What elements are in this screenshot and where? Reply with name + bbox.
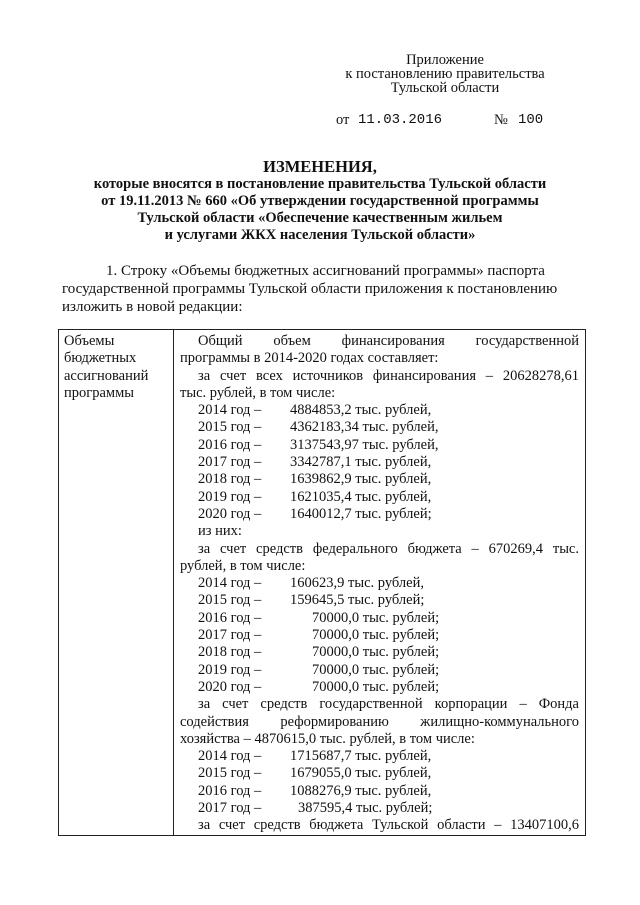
text-line: за счет средств бюджета Тульской области – 13407100,6	[198, 817, 579, 834]
document-heading: ИЗМЕНЕНИЯ,	[263, 157, 377, 176]
row-value-cell	[174, 330, 586, 836]
year-row	[180, 662, 579, 679]
year-label: 2020 год –	[198, 505, 262, 522]
year-row	[180, 454, 579, 471]
year-amount: 70000,0 тыс. рублей;	[312, 661, 440, 678]
year-row	[180, 471, 579, 488]
year-amount: 70000,0 тыс. рублей;	[312, 609, 440, 626]
year-amount: 159645,5 тыс. рублей;	[290, 592, 425, 609]
row-label-cell	[59, 330, 174, 836]
text-line: содействия реформированию жилищно-коммунального	[180, 713, 579, 730]
year-label: 2017 год –	[198, 627, 262, 644]
text-line: тыс. рублей, в том числе:	[180, 384, 336, 401]
year-label: 2016 год –	[198, 436, 262, 453]
year-amount: 160623,9 тыс. рублей,	[290, 575, 424, 592]
year-row	[180, 402, 579, 419]
document-number: 100	[518, 112, 544, 128]
year-amount: 1679055,0 тыс. рублей,	[290, 765, 432, 782]
year-label: 2020 год –	[198, 678, 262, 695]
text-line: рублей, в том числе:	[180, 557, 306, 574]
year-amount: 1088276,9 тыс. рублей,	[290, 782, 432, 799]
year-label: 2015 год –	[198, 592, 262, 609]
year-row	[180, 592, 579, 609]
row-label-line: программы	[64, 384, 134, 401]
row-label-line: Объемы	[64, 333, 115, 349]
year-row	[180, 506, 579, 523]
year-row	[180, 748, 579, 765]
year-row	[180, 765, 579, 782]
year-label: 2018 год –	[198, 471, 262, 488]
text-line: Общий объем финансирования государственной	[198, 333, 579, 349]
year-label: 2014 год –	[198, 748, 262, 765]
date-prefix: от	[336, 112, 350, 128]
subtitle-line: от 19.11.2013 № 660 «Об утверждении государственной программы	[101, 193, 539, 209]
number-prefix: №	[494, 112, 508, 128]
year-amount: 1639862,9 тыс. рублей,	[290, 471, 432, 488]
year-row	[180, 575, 579, 592]
year-amount: 4362183,34 тыс. рублей,	[290, 419, 439, 436]
text-line: программы в 2014-2020 годах составляет:	[180, 350, 439, 367]
year-amount: 1621035,4 тыс. рублей,	[290, 488, 432, 505]
year-amount: 3342787,1 тыс. рублей,	[290, 454, 432, 471]
year-amount: 1640012,7 тыс. рублей;	[290, 505, 432, 522]
year-amount: 70000,0 тыс. рублей;	[312, 627, 440, 644]
year-amount: 70000,0 тыс. рублей;	[312, 644, 440, 661]
header-line: к постановлению правительства	[345, 66, 545, 82]
year-label: 2018 год –	[198, 644, 262, 661]
paragraph-line: 1. Строку «Объемы бюджетных ассигнований программы» паспорта	[106, 263, 545, 279]
year-row	[180, 644, 579, 661]
year-row	[180, 489, 579, 506]
document-subtitle	[40, 176, 600, 244]
text-line: за счет всех источников финансирования – 20628278,61	[198, 367, 579, 384]
header-line: Тульской области	[390, 80, 500, 96]
year-amount: 70000,0 тыс. рублей;	[312, 678, 440, 695]
year-label: 2015 год –	[198, 765, 262, 782]
row-label-line: ассигнований	[64, 367, 149, 384]
year-label: 2017 год –	[198, 454, 262, 471]
year-label: 2014 год –	[198, 402, 262, 419]
year-label: 2015 год –	[198, 419, 262, 436]
year-row	[180, 610, 579, 627]
year-row	[180, 783, 579, 800]
year-label: 2016 год –	[198, 782, 262, 799]
year-row	[180, 419, 579, 436]
subtitle-line: и услугами ЖКХ населения Тульской области»	[164, 227, 476, 243]
year-amount: 1715687,7 тыс. рублей,	[290, 748, 432, 765]
paragraph-line: государственной программы Тульской области приложения к постановлению	[62, 281, 558, 297]
year-label: 2014 год –	[198, 575, 262, 592]
table-row	[59, 330, 586, 836]
year-amount: 387595,4 тыс. рублей;	[298, 800, 433, 817]
header-line: Приложение	[406, 52, 484, 68]
year-amount: 4884853,2 тыс. рублей,	[290, 402, 432, 419]
subtitle-line: Тульской области «Обеспечение качественным жильем	[137, 210, 503, 226]
year-label: 2019 год –	[198, 488, 262, 505]
year-row	[180, 627, 579, 644]
year-row	[180, 679, 579, 696]
paragraph-line: изложить в новой редакции:	[62, 299, 243, 315]
year-row	[180, 800, 579, 817]
year-label: 2019 год –	[198, 661, 262, 678]
intro-paragraph	[62, 262, 582, 316]
year-label: 2017 год –	[198, 800, 262, 817]
year-label: 2016 год –	[198, 609, 262, 626]
year-amount: 3137543,97 тыс. рублей,	[290, 436, 439, 453]
text-line: из них:	[198, 523, 242, 540]
text-line: за счет средств государственной корпорации – Фонда	[198, 696, 579, 713]
year-row	[180, 437, 579, 454]
text-line: хозяйства – 4870615,0 тыс. рублей, в том числе:	[180, 730, 475, 747]
budget-allocation-table	[58, 329, 586, 836]
row-label-line: бюджетных	[64, 350, 137, 367]
text-line: за счет средств федерального бюджета – 670269,4 тыс.	[198, 540, 579, 557]
document-date: 11.03.2016	[358, 112, 443, 128]
subtitle-line: которые вносятся в постановление правительства Тульской области	[93, 176, 547, 192]
